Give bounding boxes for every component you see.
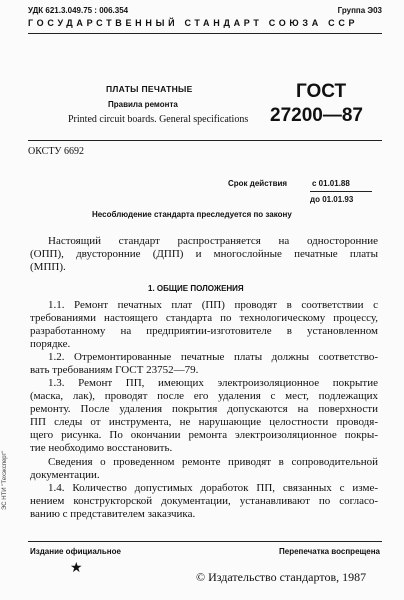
official-edition-label: Издание официальное xyxy=(30,547,121,556)
text-line: 1.1. Ремонт печатных плат (ПП) проводят в соответствии с xyxy=(48,299,378,311)
intro-line: (ОПП), двусторонние (ДПП) и многослойные печатные платы xyxy=(30,248,378,260)
group-code: Группа Э03 xyxy=(337,6,382,15)
paragraph-1-4 xyxy=(30,482,378,521)
english-title: Printed circuit boards. General specifications xyxy=(68,114,249,125)
text-line: документации. xyxy=(30,469,100,481)
text-line: ванию с представителем заказчика. xyxy=(30,508,196,520)
document-subtitle: Правила ремонта xyxy=(108,100,178,109)
intro-line: Настоящий стандарт распространяется на односторонние xyxy=(48,235,378,247)
text-line: 1.2. Отремонтированные печатные платы должны соответство- xyxy=(48,351,378,363)
text-line: 1.3. Ремонт ПП, имеющих электроизоляционное покрытие xyxy=(48,377,378,389)
text-line: 1.4. Количество допустимых доработок ПП, связанных с изме- xyxy=(48,482,378,494)
text-line: щего рисунка. По окончании ремонта электроизоляционное покры- xyxy=(30,429,378,441)
state-standard-banner: ГОСУДАРСТВЕННЫЙ СТАНДАРТ СОЮЗА ССР xyxy=(28,18,359,28)
gost-label: ГОСТ xyxy=(296,81,347,102)
star-icon: ★ xyxy=(70,561,83,576)
paragraph-1-2 xyxy=(30,351,378,377)
text-line: разработанному на предприятии-изготовителе в установленном xyxy=(30,325,378,337)
text-line: нением конструкторской документации, устанавливают по согласо- xyxy=(30,495,378,507)
intro-paragraph xyxy=(30,235,378,274)
header-rule xyxy=(28,33,382,34)
section-heading: 1. ОБЩИЕ ПОЛОЖЕНИЯ xyxy=(148,284,244,293)
paragraph-repair-records xyxy=(30,456,378,482)
footer-rule xyxy=(28,541,382,542)
publisher-copyright: © Издательство стандартов, 1987 xyxy=(196,570,367,584)
paragraph-1-3 xyxy=(30,377,378,455)
validity-from: с 01.01.88 xyxy=(312,179,350,188)
validity-label: Срок действия xyxy=(228,179,288,188)
text-line: (маска, лак), проводят после его удаления с мест, подлежащих xyxy=(30,390,378,402)
gost-number: 27200—87 xyxy=(270,105,363,126)
text-line: ремонту. После удаления покрытия допускаются на поверхности xyxy=(30,403,378,415)
validity-divider xyxy=(310,191,372,192)
paragraph-1-1 xyxy=(30,299,378,351)
title-rule xyxy=(28,140,382,141)
udk-code: УДК 621.3.049.75 : 006.354 xyxy=(28,6,129,15)
text-line: тие необходимо восстановить. xyxy=(30,442,173,454)
okstu-code: ОКСТУ 6692 xyxy=(28,146,85,157)
text-line: вать требованиям ГОСТ 23752—79. xyxy=(30,364,199,376)
reprint-prohibited-label: Перепечатка воспрещена xyxy=(279,547,380,556)
intro-line: (МПП). xyxy=(30,261,66,273)
text-line: Сведения о проведенном ремонте приводят в сопроводительной xyxy=(48,456,378,468)
text-line: требованиями настоящего стандарта по технологическому процессу, xyxy=(30,312,378,324)
legal-notice: Несоблюдение стандарта преследуется по закону xyxy=(92,210,292,219)
text-line: порядке. xyxy=(30,338,71,350)
text-line: ПП следы от инструмента, не нарушающие целостности проводя- xyxy=(30,416,378,428)
document-title: ПЛАТЫ ПЕЧАТНЫЕ xyxy=(106,84,193,94)
side-watermark-label: ЭС НТИ "Техэксперт" xyxy=(2,450,8,510)
validity-to: до 01.01.93 xyxy=(310,195,354,204)
